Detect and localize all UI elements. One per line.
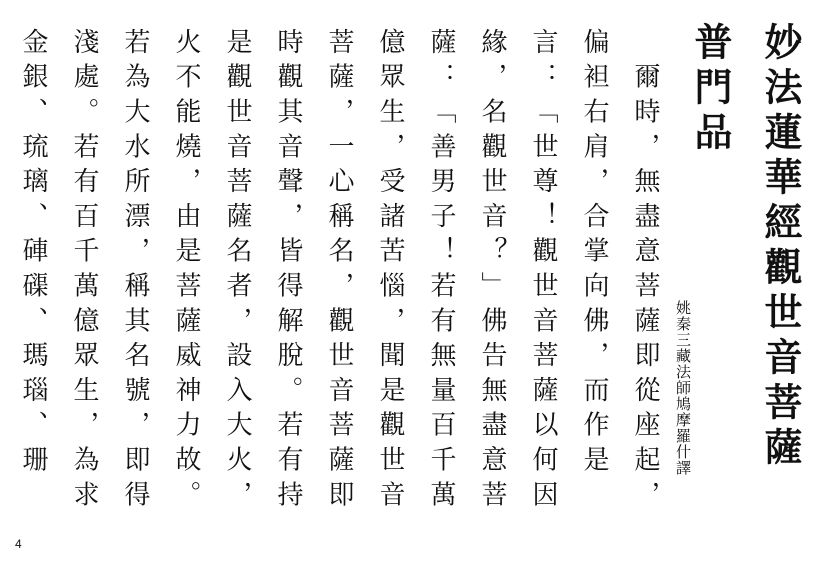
sutra-title: 妙法蓮華經觀世音菩薩普門品 [688,22,803,472]
translator-credit: 姚秦三藏法師鳩摩羅什譯 [674,300,692,476]
page-number: 4 [15,537,22,551]
sutra-body [18,28,670,538]
body-paragraph: 爾時，無盡意菩薩即從座起，偏袒右肩，合掌向佛，而作是言：「世尊！觀世音菩薩以何因緣，名觀世音？」佛告無盡意菩薩：「善男子！若有無量百千萬億眾生，受諸苦惱，聞是觀世音菩薩，一心稱名，觀世音菩薩即時觀其音聲，皆得解脫。若有持是觀世音菩薩名者，設入大火，火不能燒，由是菩薩威神力故。若為大水所漂，稱其名號，即得淺處。若有百千萬億眾生，為求金銀、琉璃、硨磲、瑪瑙、珊 [18,28,660,516]
